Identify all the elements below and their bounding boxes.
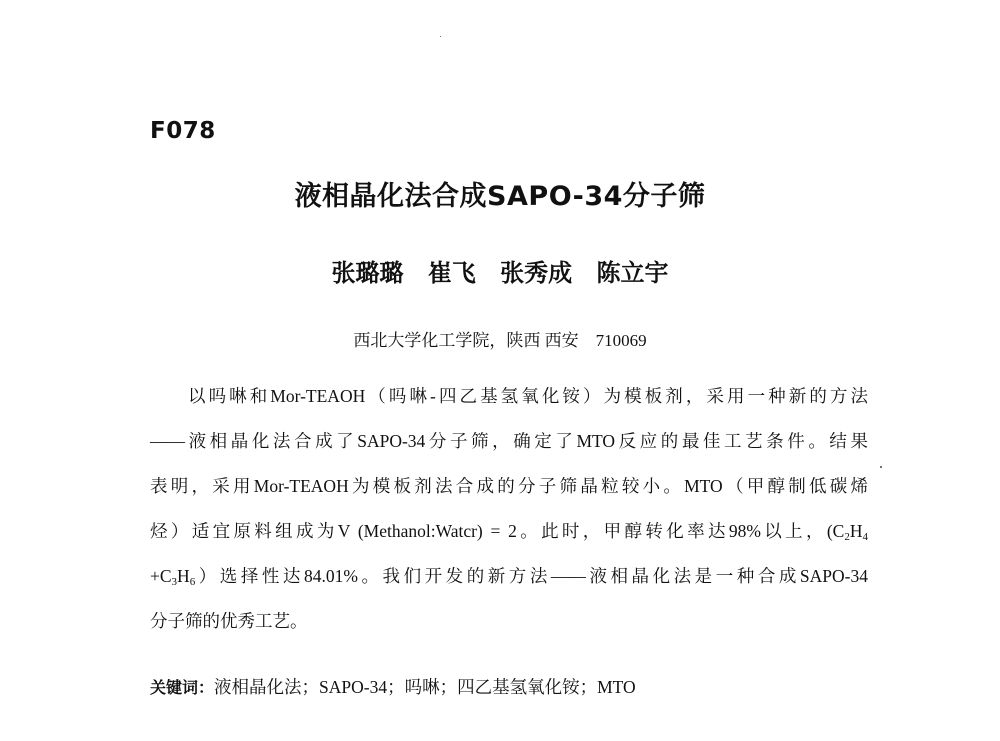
- abstract-line: 表明，采用Mor-TEAOH为模板剂法合成的分子筛晶粒较小。MTO（甲醇制低碳烯: [150, 476, 868, 496]
- affiliation: 西北大学化工学院，陕西 西安 710069: [353, 331, 647, 350]
- scan-speck: [880, 466, 882, 468]
- abstract: [150, 380, 868, 650]
- keywords-label: 关键词：: [150, 678, 215, 697]
- author-name: 张秀成: [500, 259, 573, 287]
- abstract-line: 以吗啉和Mor-TEAOH（吗啉-四乙基氢氧化铵）为模板剂，采用一种新的方法: [188, 386, 868, 406]
- abstract-line: ——液相晶化法合成了SAPO-34分子筛，确定了MTO反应的最佳工艺条件。结果: [150, 431, 868, 451]
- abstract-line: 分子筛的优秀工艺。: [150, 611, 308, 631]
- scan-speck: [440, 36, 441, 37]
- paper-title: 液相晶化法合成SAPO-34分子筛: [294, 181, 706, 212]
- author-name: 张璐璐: [331, 259, 404, 287]
- author-name: 崔飞: [427, 259, 476, 287]
- abstract-line: $+C_3H_6$）选择性达84.01%。我们开发的新方法——液相晶化法是一种合成SAPO-34: [150, 566, 868, 588]
- author-name: 陈立宇: [596, 259, 669, 287]
- author-list: [0, 253, 1000, 288]
- abstract-line: 烃）适宜原料组成为V (Methanol:Watcr) = 2。此时，甲醇转化率达98%以上，($C_2H_4$: [150, 521, 868, 543]
- keywords: [150, 674, 636, 699]
- keywords-text: 液相晶化法；SAPO-34；吗啉；四乙基氢氧化铵；MTO: [214, 677, 636, 697]
- paper-code: F078: [150, 118, 216, 144]
